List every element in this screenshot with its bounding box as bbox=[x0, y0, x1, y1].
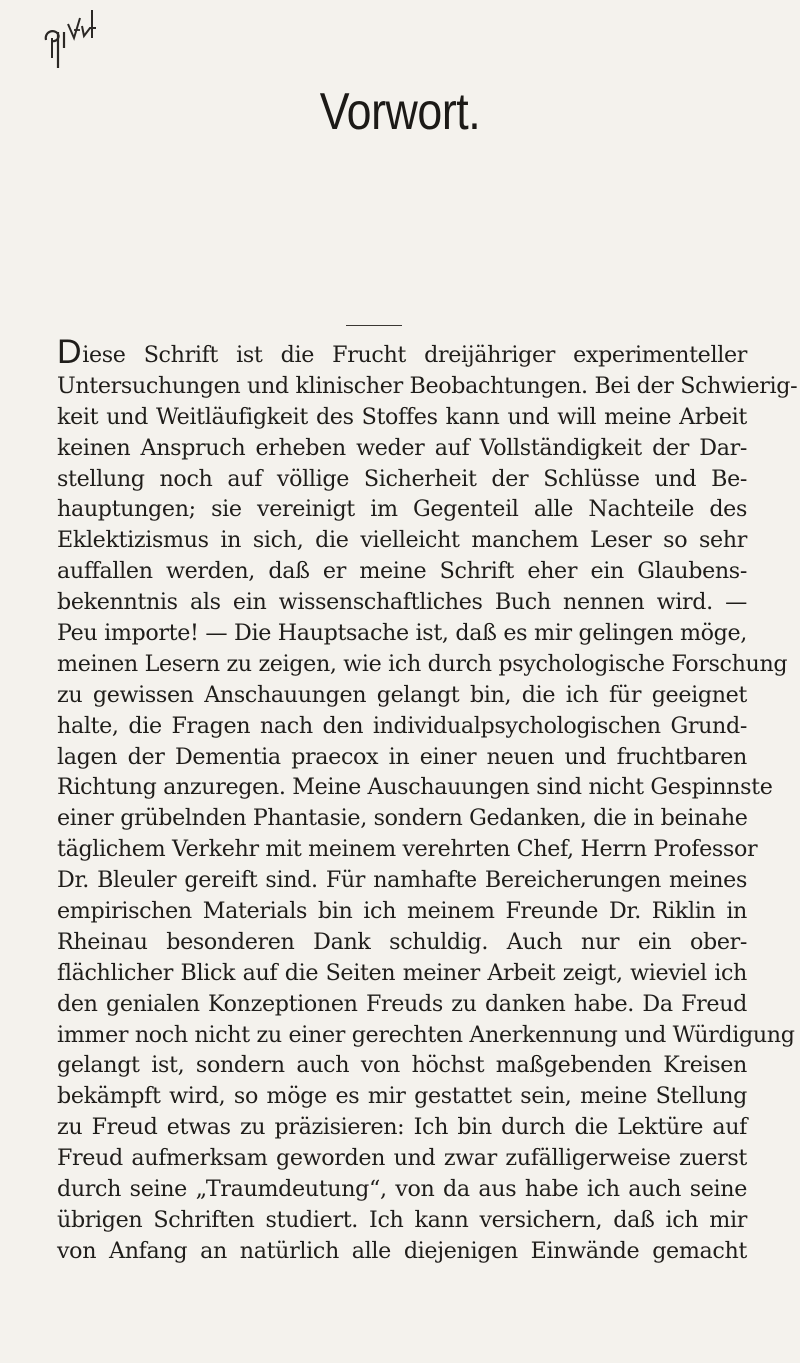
text-line: von Anfang an natürlich alle diejenigen Einwände gemacht bbox=[57, 1237, 747, 1264]
text-line: täglichem Verkehr mit meinem verehrten Chef, Herrn Professor bbox=[57, 836, 758, 863]
handwritten-shelfmark bbox=[38, 4, 108, 74]
text-line: immer noch nicht zu einer gerechten Anerkennung und Würdigung bbox=[57, 1021, 795, 1048]
text-line: meinen Lesern zu zeigen, wie ich durch psychologische Forschung bbox=[57, 650, 788, 677]
text-line: durch seine „Traumdeutung“, von da aus habe ich auch seine bbox=[57, 1176, 747, 1203]
dropcap-initial: D bbox=[57, 333, 82, 371]
text-line: hauptungen; sie vereinigt im Gegenteil alle Nachteile des bbox=[57, 496, 747, 523]
text-line: einer grübelnden Phantasie, sondern Gedanken, die in beinahe bbox=[57, 805, 748, 832]
title-divider bbox=[346, 325, 402, 326]
text-line: Rheinau besonderen Dank schuldig. Auch nur ein ober- bbox=[57, 928, 747, 955]
text-line: Richtung anzuregen. Meine Auschauungen sind nicht Gespinnste bbox=[57, 774, 773, 801]
text-line: flächlicher Blick auf die Seiten meiner Arbeit zeigt, wieviel ich bbox=[57, 959, 747, 986]
text-line: halte, die Fragen nach den individualpsychologischen Grund- bbox=[57, 712, 747, 739]
text-line: übrigen Schriften studiert. Ich kann versichern, daß ich mir bbox=[57, 1206, 747, 1233]
handwritten-mark-icon bbox=[38, 4, 108, 74]
text-line: Untersuchungen und klinischer Beobachtungen. Bei der Schwierig- bbox=[57, 372, 798, 399]
text-line: Eklektizismus in sich, die vielleicht manchem Leser so sehr bbox=[57, 527, 747, 554]
text-line: zu Freud etwas zu präzisieren: Ich bin durch die Lektüre auf bbox=[57, 1114, 747, 1141]
text-line: Dr. Bleuler gereift sind. Für namhafte Bereicherungen meines bbox=[57, 867, 747, 894]
text-line: lagen der Dementia praecox in einer neuen und fruchtbaren bbox=[57, 743, 747, 770]
text-line: bekenntnis als ein wissenschaftliches Buch nennen wird. — bbox=[57, 589, 747, 616]
text-line: den genialen Konzeptionen Freuds zu danken habe. Da Freud bbox=[57, 990, 747, 1017]
text-line: Diese Schrift ist die Frucht dreijähriger experimenteller bbox=[57, 333, 747, 371]
text-line: zu gewissen Anschauungen gelangt bin, die ich für geeignet bbox=[57, 681, 747, 708]
preface-paragraph bbox=[57, 333, 798, 1267]
text-line: bekämpft wird, so möge es mir gestattet sein, meine Stellung bbox=[57, 1083, 747, 1110]
text-line: gelangt ist, sondern auch von höchst maßgebenden Kreisen bbox=[57, 1052, 747, 1079]
text-line: Freud aufmerksam geworden und zwar zufälligerweise zuerst bbox=[57, 1145, 747, 1172]
page-title: Vorwort. bbox=[319, 83, 481, 141]
text-line: empirischen Materials bin ich meinem Freunde Dr. Riklin in bbox=[57, 898, 747, 925]
text-line: keinen Anspruch erheben weder auf Vollständigkeit der Dar- bbox=[57, 434, 747, 461]
text-line: auffallen werden, daß er meine Schrift eher ein Glaubens- bbox=[57, 558, 747, 585]
text-line: Peu importe! — Die Hauptsache ist, daß es mir gelingen möge, bbox=[57, 620, 747, 647]
text-line: keit und Weitläufigkeit des Stoffes kann und will meine Arbeit bbox=[57, 403, 747, 430]
text-line: stellung noch auf völlige Sicherheit der Schlüsse und Be- bbox=[57, 465, 747, 492]
